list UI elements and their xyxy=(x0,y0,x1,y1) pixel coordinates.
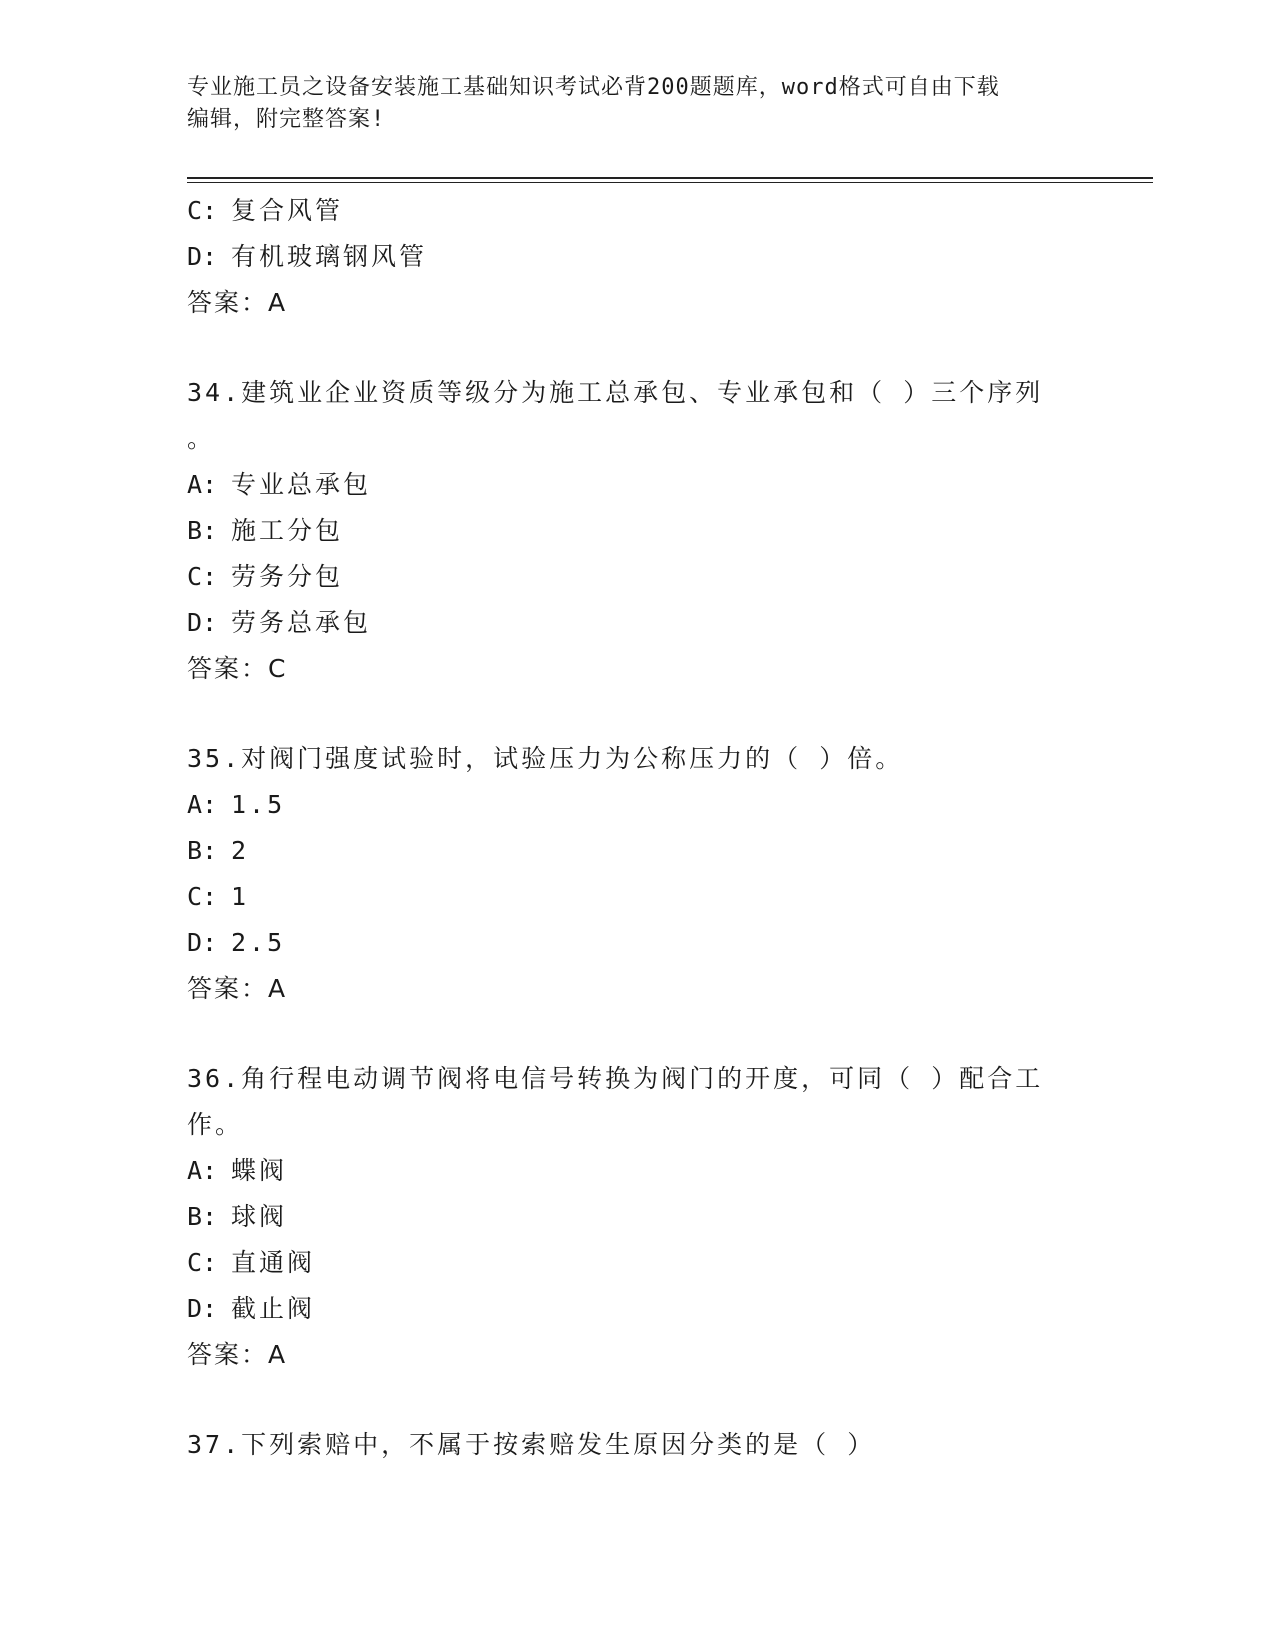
option-text: 截止阀 xyxy=(231,1294,316,1323)
option-letter: B: xyxy=(187,1202,218,1231)
option-letter: D: xyxy=(187,928,218,957)
option-text: 1 xyxy=(231,882,250,911)
option-letter: A: xyxy=(187,470,218,499)
option-b xyxy=(187,508,1087,554)
option-text: 2 xyxy=(231,836,250,865)
question-stem-continued: 。 xyxy=(187,424,216,453)
spacer xyxy=(187,692,1087,736)
answer-line: 答案：A xyxy=(187,288,288,317)
spacer xyxy=(187,326,1087,370)
option-text: 劳务分包 xyxy=(231,562,344,591)
option-c xyxy=(187,1240,1087,1286)
option-letter: D: xyxy=(187,608,218,637)
option-b xyxy=(187,1194,1087,1240)
option-c xyxy=(187,874,1087,920)
spacer xyxy=(187,1378,1087,1422)
question-33 xyxy=(187,188,1087,326)
question-35 xyxy=(187,736,1087,1012)
answer-line: 答案：A xyxy=(187,974,288,1003)
question-34 xyxy=(187,370,1087,692)
option-c xyxy=(187,188,1087,234)
spacer xyxy=(187,1012,1087,1056)
option-text: 劳务总承包 xyxy=(231,608,372,637)
question-list xyxy=(187,188,1087,1468)
question-36 xyxy=(187,1056,1087,1378)
option-text: 直通阀 xyxy=(231,1248,316,1277)
option-d xyxy=(187,234,1087,280)
option-letter: C: xyxy=(187,196,218,225)
option-text: 球阀 xyxy=(231,1202,288,1231)
question-stem-continued: 作。 xyxy=(187,1110,244,1139)
option-letter: C: xyxy=(187,1248,218,1277)
option-text: 2.5 xyxy=(231,928,286,957)
header-divider-thin xyxy=(187,182,1153,183)
option-text: 有机玻璃钢风管 xyxy=(231,242,428,271)
option-letter: A: xyxy=(187,1156,218,1185)
option-letter: D: xyxy=(187,242,218,271)
option-b xyxy=(187,828,1087,874)
question-37 xyxy=(187,1422,1087,1468)
question-stem: 37.下列索赔中，不属于按索赔发生原因分类的是（ ） xyxy=(187,1430,876,1459)
question-stem: 36.角行程电动调节阀将电信号转换为阀门的开度，可同（ ）配合工 xyxy=(187,1064,1044,1093)
question-stem: 35.对阀门强度试验时，试验压力为公称压力的（ ）倍。 xyxy=(187,744,904,773)
header-divider-thick xyxy=(187,177,1153,179)
option-d xyxy=(187,1286,1087,1332)
option-letter: B: xyxy=(187,516,218,545)
option-c xyxy=(187,554,1087,600)
option-letter: C: xyxy=(187,562,218,591)
option-text: 复合风管 xyxy=(231,196,344,225)
header-line-1: 专业施工员之设备安装施工基础知识考试必背200题题库，word格式可自由下载 xyxy=(187,75,1000,100)
option-a xyxy=(187,1148,1087,1194)
document-header xyxy=(187,72,1067,136)
answer-line: 答案：C xyxy=(187,654,288,683)
option-d xyxy=(187,600,1087,646)
option-text: 蝶阀 xyxy=(231,1156,288,1185)
option-text: 专业总承包 xyxy=(231,470,372,499)
option-a xyxy=(187,462,1087,508)
option-letter: A: xyxy=(187,790,218,819)
option-text: 1.5 xyxy=(231,790,286,819)
question-stem: 34.建筑业企业资质等级分为施工总承包、专业承包和（ ）三个序列 xyxy=(187,378,1044,407)
option-text: 施工分包 xyxy=(231,516,344,545)
option-letter: C: xyxy=(187,882,218,911)
option-letter: B: xyxy=(187,836,218,865)
answer-line: 答案：A xyxy=(187,1340,288,1369)
header-line-2: 编辑，附完整答案! xyxy=(187,107,386,132)
option-d xyxy=(187,920,1087,966)
option-letter: D: xyxy=(187,1294,218,1323)
option-a xyxy=(187,782,1087,828)
